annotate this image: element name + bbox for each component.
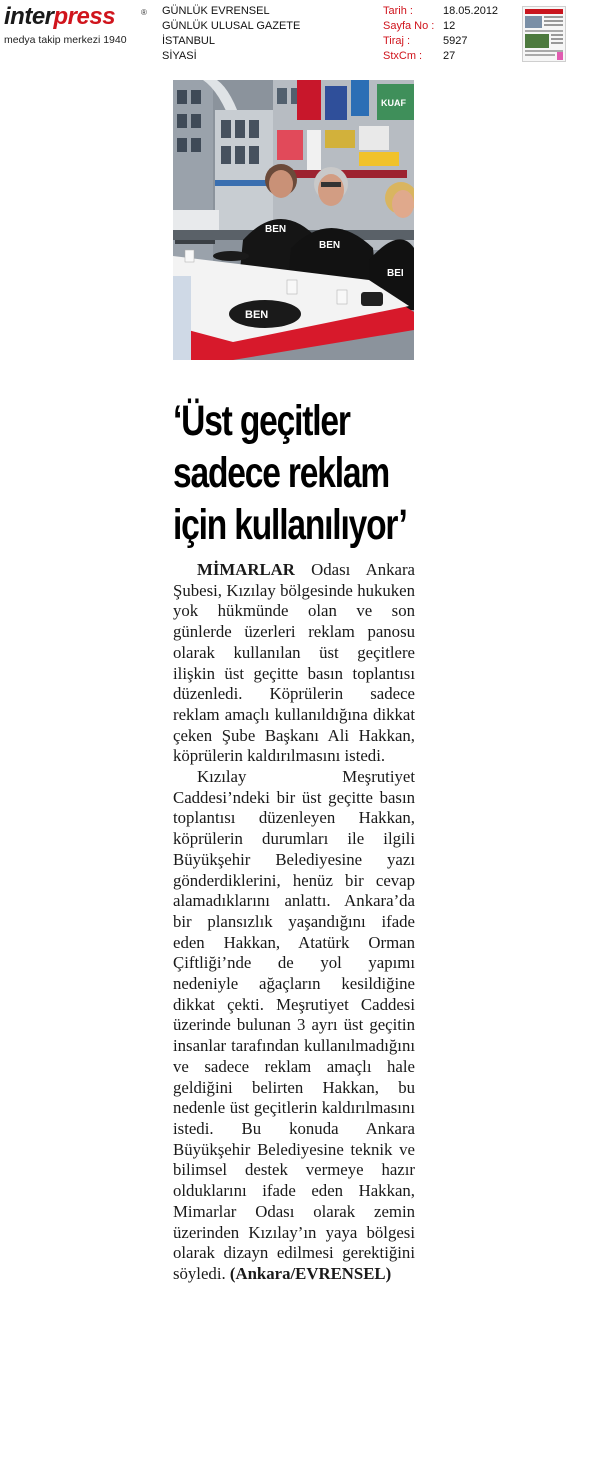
article-headline xyxy=(173,395,407,551)
page-thumbnail[interactable] xyxy=(522,6,566,62)
page-label: Sayfa No : xyxy=(383,20,435,32)
article-photo xyxy=(173,80,414,360)
publication-type: GÜNLÜK ULUSAL GAZETE xyxy=(162,20,301,32)
logo-wordmark: interpress xyxy=(4,3,116,30)
paragraph-1-text: Odası Ankara Şubesi, Kızılay bölgesinde hukuken yok hükmünde olan ve son günlerde üzerleri reklam panosu olarak kullanılan üst geçitlere ilişkin üst geçitte basın toplantısı düzenledi. Köprülerin sadece reklam amaçlı kullanıldığına dikkat çeken Şube Başkanı Ali Hakkan, köprülerin kaldırılmasını istedi. xyxy=(173,560,415,766)
shop-sign-text: KUAF xyxy=(381,98,406,108)
circulation-value: 5927 xyxy=(443,35,468,47)
logo-tagline: medya takip merkezi 1940 xyxy=(4,34,127,46)
date-label: Tarih : xyxy=(383,5,413,17)
headline-line-2: sadece reklam xyxy=(173,449,390,497)
date-value: 18.05.2012 xyxy=(443,5,499,17)
article-paragraph-1 xyxy=(173,560,415,767)
publication-info xyxy=(162,4,300,64)
publication-city: İSTANBUL xyxy=(162,35,215,47)
article-signature: (Ankara/EVRENSEL) xyxy=(229,1263,392,1283)
circulation-label: Tiraj : xyxy=(383,35,411,47)
headline-line-1: ‘Üst geçitler xyxy=(173,397,350,445)
registered-mark: ® xyxy=(141,8,147,17)
meta-labels xyxy=(383,4,434,64)
meta-values xyxy=(443,4,498,64)
shirt-text-1: BEN xyxy=(265,224,287,235)
publication-name: GÜNLÜK EVRENSEL xyxy=(162,5,270,17)
paragraph-2-text: Kızılay Meşrutiyet Caddesi’ndeki bir üst geçitte basın toplantısı düzenleyen Hakkan, köprülerin durumları ile ilgili Büyükşehir Belediyesine yazı gönderdiklerini, henüz bir cevap alamadıklarını anlattı. Ankara’da bir plansızlık yaşandığını ifade eden Hakkan, Atatürk Orman Çiftliği’nde de yol yapımı nedeniyle ağaçların kesildiğine dikkat çekti. Meşrutiyet Caddesi üzerinde bulunan 3 ayrı üst geçitin insanlar tarafından kullanılmadığını ve sadece reklam amaçlı hale geldiğini belirten Hakkan, bu nedenle üst geçitlerin kaldırılmasını istedi. Bu konuda Ankara Büyükşehir Belediyesine teknik ve bilimsel destek vermeye hazır olduklarını ifade eden Hakkan, Mimarlar Odası olarak zemin üzerinden Kızılay’ın yaya bölgesi olarak dizayn edilmesi gerektiğini söyledi. xyxy=(173,767,415,1283)
shirt-text-2: BEN xyxy=(319,240,341,251)
publication-category: SİYASİ xyxy=(162,50,197,62)
article-paragraph-2 xyxy=(173,767,415,1285)
interpress-logo xyxy=(4,4,152,48)
page-value: 12 xyxy=(443,20,456,32)
stxcm-label: StxCm : xyxy=(383,50,423,62)
article-body xyxy=(173,560,415,1285)
stxcm-value: 27 xyxy=(443,50,456,62)
lead-word: MİMARLAR xyxy=(197,560,295,579)
table-sign-text: BEN xyxy=(245,309,269,321)
headline-line-3: için kullanılıyor’ xyxy=(173,501,407,549)
shirt-text-3: BEI xyxy=(387,268,404,279)
